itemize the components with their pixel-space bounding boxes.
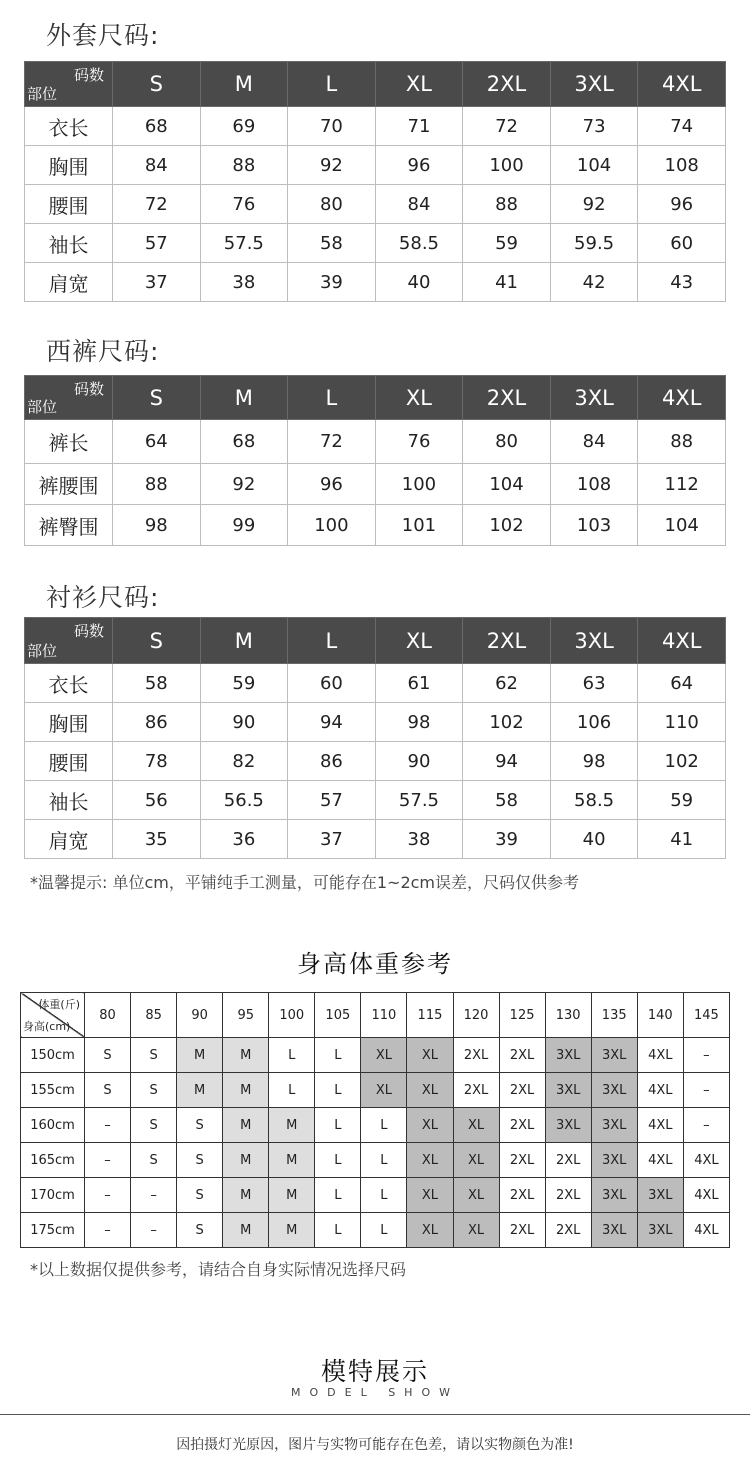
size-cell: XL — [407, 1143, 453, 1178]
divider — [0, 1414, 750, 1415]
corner-cell — [25, 618, 113, 664]
size-cell: 2XL — [499, 1038, 545, 1073]
table-cell: 110 — [638, 703, 726, 742]
table-cell: 71 — [375, 107, 463, 146]
shirt-size-table — [24, 617, 726, 859]
table-cell: 92 — [200, 464, 288, 505]
size-cell: – — [683, 1108, 729, 1143]
size-cell: – — [85, 1178, 131, 1213]
size-cell: L — [269, 1038, 315, 1073]
size-cell: XL — [407, 1073, 453, 1108]
size-header-xl: XL — [375, 376, 463, 420]
size-cell: XL — [361, 1038, 407, 1073]
table-cell: 104 — [638, 505, 726, 546]
size-header-4xl: 4XL — [638, 618, 726, 664]
size-header-row — [25, 62, 726, 107]
size-header-row — [25, 618, 726, 664]
table-cell: 103 — [550, 505, 638, 546]
size-cell: XL — [407, 1213, 453, 1248]
size-header-xl: XL — [375, 62, 463, 107]
height-label: 165cm — [21, 1143, 85, 1178]
row-label: 袖长 — [25, 781, 113, 820]
table-cell: 38 — [375, 820, 463, 859]
table-cell: 64 — [638, 664, 726, 703]
coat-size-table — [24, 61, 726, 302]
size-cell: XL — [453, 1108, 499, 1143]
size-cell: XL — [407, 1038, 453, 1073]
table-row — [21, 1108, 730, 1143]
size-cell: 2XL — [545, 1178, 591, 1213]
size-cell: S — [131, 1073, 177, 1108]
table-cell: 43 — [638, 263, 726, 302]
table-cell: 90 — [375, 742, 463, 781]
table-cell: 70 — [288, 107, 376, 146]
size-cell: S — [85, 1038, 131, 1073]
weight-header: 95 — [223, 993, 269, 1038]
table-cell: 99 — [200, 505, 288, 546]
table-cell: 61 — [375, 664, 463, 703]
size-cell: L — [315, 1108, 361, 1143]
corner-part-label: 部位 — [27, 398, 58, 416]
coat-size-title: 外套尺码: — [46, 21, 160, 50]
reference-title: 身高体重参考 — [297, 950, 453, 978]
table-cell: 84 — [113, 146, 201, 185]
table-cell: 102 — [638, 742, 726, 781]
table-row — [25, 664, 726, 703]
corner-cell — [25, 62, 113, 107]
size-cell: 4XL — [637, 1038, 683, 1073]
weight-header: 105 — [315, 993, 361, 1038]
table-row — [25, 146, 726, 185]
size-header-row — [25, 376, 726, 420]
table-row — [25, 107, 726, 146]
size-header-3xl: 3XL — [550, 62, 638, 107]
size-cell: M — [223, 1213, 269, 1248]
corner-height-label: 身高(cm) — [23, 1020, 71, 1033]
table-cell: 84 — [375, 185, 463, 224]
size-cell: M — [223, 1143, 269, 1178]
table-cell: 80 — [288, 185, 376, 224]
size-cell: M — [269, 1178, 315, 1213]
size-cell: S — [177, 1178, 223, 1213]
size-cell: 3XL — [545, 1038, 591, 1073]
size-cell: M — [269, 1213, 315, 1248]
height-label: 160cm — [21, 1108, 85, 1143]
row-label: 衣长 — [25, 107, 113, 146]
pants-size-table — [24, 375, 726, 546]
table-cell: 101 — [375, 505, 463, 546]
size-cell: – — [131, 1213, 177, 1248]
table-row — [25, 464, 726, 505]
size-cell: XL — [407, 1108, 453, 1143]
size-cell: – — [131, 1178, 177, 1213]
size-cell: 4XL — [637, 1143, 683, 1178]
table-cell: 57 — [113, 224, 201, 263]
size-header-3xl: 3XL — [550, 376, 638, 420]
table-cell: 57.5 — [375, 781, 463, 820]
size-cell: – — [85, 1213, 131, 1248]
table-cell: 96 — [638, 185, 726, 224]
size-header-m: M — [200, 62, 288, 107]
row-label: 裤长 — [25, 420, 113, 464]
weight-header: 130 — [545, 993, 591, 1038]
table-cell: 59 — [638, 781, 726, 820]
table-cell: 72 — [463, 107, 551, 146]
size-cell: M — [177, 1038, 223, 1073]
table-cell: 100 — [375, 464, 463, 505]
table-cell: 41 — [463, 263, 551, 302]
size-cell: 3XL — [637, 1178, 683, 1213]
measurement-note: *温馨提示: 单位cm，平铺纯手工测量，可能存在1~2cm误差，尺码仅供参考 — [30, 873, 580, 892]
row-label: 胸围 — [25, 703, 113, 742]
size-cell: M — [223, 1038, 269, 1073]
table-cell: 82 — [200, 742, 288, 781]
pants-size-title: 西裤尺码: — [46, 337, 160, 366]
size-cell: M — [223, 1178, 269, 1213]
reference-note: *以上数据仅提供参考，请结合自身实际情况选择尺码 — [30, 1260, 407, 1279]
table-cell: 86 — [288, 742, 376, 781]
table-cell: 112 — [638, 464, 726, 505]
size-cell: L — [361, 1108, 407, 1143]
table-cell: 72 — [288, 420, 376, 464]
table-row — [25, 820, 726, 859]
table-row — [25, 505, 726, 546]
table-cell: 78 — [113, 742, 201, 781]
table-cell: 69 — [200, 107, 288, 146]
height-label: 155cm — [21, 1073, 85, 1108]
size-cell: L — [315, 1178, 361, 1213]
table-row — [21, 1143, 730, 1178]
table-cell: 58 — [113, 664, 201, 703]
weight-header: 80 — [85, 993, 131, 1038]
size-header-3xl: 3XL — [550, 618, 638, 664]
row-label: 肩宽 — [25, 263, 113, 302]
size-cell: M — [223, 1073, 269, 1108]
size-header-xl: XL — [375, 618, 463, 664]
size-header-2xl: 2XL — [463, 618, 551, 664]
size-header-m: M — [200, 376, 288, 420]
size-cell: S — [131, 1108, 177, 1143]
size-cell: S — [177, 1213, 223, 1248]
table-cell: 59 — [200, 664, 288, 703]
row-label: 裤臀围 — [25, 505, 113, 546]
size-header-2xl: 2XL — [463, 376, 551, 420]
row-label: 肩宽 — [25, 820, 113, 859]
size-cell: M — [177, 1073, 223, 1108]
table-cell: 96 — [288, 464, 376, 505]
size-cell: 4XL — [683, 1178, 729, 1213]
size-cell: 3XL — [591, 1213, 637, 1248]
table-cell: 60 — [288, 664, 376, 703]
weight-header: 100 — [269, 993, 315, 1038]
row-label: 胸围 — [25, 146, 113, 185]
table-cell: 39 — [288, 263, 376, 302]
size-cell: XL — [453, 1213, 499, 1248]
table-cell: 58.5 — [550, 781, 638, 820]
size-cell: 2XL — [499, 1143, 545, 1178]
weight-header: 115 — [407, 993, 453, 1038]
weight-header: 110 — [361, 993, 407, 1038]
row-label: 袖长 — [25, 224, 113, 263]
table-cell: 41 — [638, 820, 726, 859]
size-cell: S — [85, 1073, 131, 1108]
table-cell: 92 — [288, 146, 376, 185]
corner-part-label: 部位 — [27, 85, 58, 103]
size-header-s: S — [113, 376, 201, 420]
size-cell: S — [177, 1143, 223, 1178]
size-cell: 3XL — [591, 1178, 637, 1213]
size-cell: 4XL — [637, 1073, 683, 1108]
weight-header: 90 — [177, 993, 223, 1038]
size-cell: M — [269, 1143, 315, 1178]
table-row — [25, 263, 726, 302]
size-header-l: L — [288, 376, 376, 420]
table-cell: 38 — [200, 263, 288, 302]
table-cell: 42 — [550, 263, 638, 302]
table-row — [25, 742, 726, 781]
size-cell: L — [315, 1073, 361, 1108]
size-cell: 3XL — [591, 1143, 637, 1178]
size-cell: S — [131, 1038, 177, 1073]
size-header-2xl: 2XL — [463, 62, 551, 107]
size-cell: L — [315, 1143, 361, 1178]
weight-header: 140 — [637, 993, 683, 1038]
height-weight-table — [20, 992, 730, 1248]
size-cell: M — [223, 1108, 269, 1143]
size-cell: S — [177, 1108, 223, 1143]
table-cell: 72 — [113, 185, 201, 224]
table-cell: 73 — [550, 107, 638, 146]
table-cell: 104 — [463, 464, 551, 505]
size-header-s: S — [113, 62, 201, 107]
size-cell: 3XL — [545, 1108, 591, 1143]
table-cell: 76 — [375, 420, 463, 464]
size-cell: XL — [453, 1178, 499, 1213]
row-label: 裤腰围 — [25, 464, 113, 505]
table-cell: 108 — [550, 464, 638, 505]
size-cell: 2XL — [453, 1073, 499, 1108]
table-row — [25, 703, 726, 742]
corner-size-label: 码数 — [73, 380, 104, 398]
size-cell: 2XL — [453, 1038, 499, 1073]
row-label: 衣长 — [25, 664, 113, 703]
model-title: 模特展示 — [320, 1357, 429, 1386]
table-cell: 98 — [550, 742, 638, 781]
size-header-l: L — [288, 618, 376, 664]
size-header-s: S — [113, 618, 201, 664]
weight-header: 145 — [683, 993, 729, 1038]
table-cell: 58.5 — [375, 224, 463, 263]
table-cell: 37 — [113, 263, 201, 302]
size-cell: 3XL — [545, 1073, 591, 1108]
table-cell: 90 — [200, 703, 288, 742]
table-cell: 60 — [638, 224, 726, 263]
row-label: 腰围 — [25, 742, 113, 781]
size-cell: 2XL — [499, 1213, 545, 1248]
table-cell: 59.5 — [550, 224, 638, 263]
table-row — [21, 1178, 730, 1213]
row-label: 腰围 — [25, 185, 113, 224]
size-cell: XL — [453, 1143, 499, 1178]
corner-size-label: 码数 — [73, 622, 104, 640]
table-cell: 84 — [550, 420, 638, 464]
size-header-l: L — [288, 62, 376, 107]
table-cell: 100 — [463, 146, 551, 185]
table-row — [21, 1073, 730, 1108]
table-cell: 100 — [288, 505, 376, 546]
weight-header: 85 — [131, 993, 177, 1038]
size-cell: 2XL — [499, 1178, 545, 1213]
corner-weight-label: 体重(斤) — [38, 998, 80, 1011]
weight-header-row — [21, 993, 730, 1038]
size-cell: 3XL — [591, 1038, 637, 1073]
table-cell: 39 — [463, 820, 551, 859]
table-cell: 94 — [288, 703, 376, 742]
table-cell: 59 — [463, 224, 551, 263]
table-cell: 98 — [375, 703, 463, 742]
table-cell: 56 — [113, 781, 201, 820]
table-row — [21, 1213, 730, 1248]
corner-cell — [21, 993, 85, 1038]
height-label: 170cm — [21, 1178, 85, 1213]
table-row — [25, 420, 726, 464]
table-cell: 108 — [638, 146, 726, 185]
table-cell: 63 — [550, 664, 638, 703]
table-row — [21, 1038, 730, 1073]
size-cell: XL — [407, 1178, 453, 1213]
size-cell: L — [269, 1073, 315, 1108]
table-cell: 40 — [375, 263, 463, 302]
size-cell: 3XL — [591, 1108, 637, 1143]
size-header-m: M — [200, 618, 288, 664]
size-cell: 4XL — [683, 1143, 729, 1178]
table-cell: 106 — [550, 703, 638, 742]
size-cell: 3XL — [637, 1213, 683, 1248]
size-cell: XL — [361, 1073, 407, 1108]
size-cell: – — [683, 1073, 729, 1108]
table-cell: 102 — [463, 505, 551, 546]
table-cell: 37 — [288, 820, 376, 859]
table-cell: 58 — [463, 781, 551, 820]
size-cell: L — [361, 1213, 407, 1248]
table-cell: 76 — [200, 185, 288, 224]
table-cell: 36 — [200, 820, 288, 859]
table-cell: 62 — [463, 664, 551, 703]
size-header-4xl: 4XL — [638, 376, 726, 420]
table-cell: 102 — [463, 703, 551, 742]
weight-header: 125 — [499, 993, 545, 1038]
size-cell: 2XL — [499, 1073, 545, 1108]
size-cell: – — [85, 1143, 131, 1178]
size-cell: L — [361, 1178, 407, 1213]
weight-header: 135 — [591, 993, 637, 1038]
table-cell: 56.5 — [200, 781, 288, 820]
table-cell: 104 — [550, 146, 638, 185]
size-cell: 4XL — [637, 1108, 683, 1143]
table-cell: 92 — [550, 185, 638, 224]
color-disclaimer: 因拍摄灯光原因，图片与实物可能存在色差，请以实物颜色为准! — [176, 1437, 574, 1453]
table-cell: 96 — [375, 146, 463, 185]
table-cell: 88 — [113, 464, 201, 505]
size-cell: 4XL — [683, 1213, 729, 1248]
table-cell: 58 — [288, 224, 376, 263]
table-cell: 57.5 — [200, 224, 288, 263]
size-cell: – — [683, 1038, 729, 1073]
shirt-size-title: 衬衫尺码: — [46, 583, 160, 612]
weight-header: 120 — [453, 993, 499, 1038]
table-cell: 86 — [113, 703, 201, 742]
corner-cell — [25, 376, 113, 420]
table-row — [25, 224, 726, 263]
table-cell: 80 — [463, 420, 551, 464]
table-cell: 40 — [550, 820, 638, 859]
size-cell: 3XL — [591, 1073, 637, 1108]
size-cell: – — [85, 1108, 131, 1143]
size-cell: L — [361, 1143, 407, 1178]
table-cell: 64 — [113, 420, 201, 464]
table-cell: 74 — [638, 107, 726, 146]
table-cell: 88 — [200, 146, 288, 185]
size-cell: 2XL — [545, 1143, 591, 1178]
table-cell: 88 — [638, 420, 726, 464]
corner-size-label: 码数 — [73, 66, 104, 84]
size-cell: M — [269, 1108, 315, 1143]
table-cell: 98 — [113, 505, 201, 546]
table-cell: 68 — [113, 107, 201, 146]
table-cell: 94 — [463, 742, 551, 781]
height-label: 150cm — [21, 1038, 85, 1073]
size-cell: 2XL — [499, 1108, 545, 1143]
model-subtitle: MODEL SHOW — [291, 1386, 459, 1399]
size-cell: L — [315, 1213, 361, 1248]
table-row — [25, 781, 726, 820]
corner-part-label: 部位 — [27, 642, 58, 660]
size-cell: L — [315, 1038, 361, 1073]
table-cell: 57 — [288, 781, 376, 820]
size-cell: S — [131, 1143, 177, 1178]
height-label: 175cm — [21, 1213, 85, 1248]
table-cell: 88 — [463, 185, 551, 224]
table-row — [25, 185, 726, 224]
table-cell: 35 — [113, 820, 201, 859]
size-cell: 2XL — [545, 1213, 591, 1248]
size-header-4xl: 4XL — [638, 62, 726, 107]
table-cell: 68 — [200, 420, 288, 464]
